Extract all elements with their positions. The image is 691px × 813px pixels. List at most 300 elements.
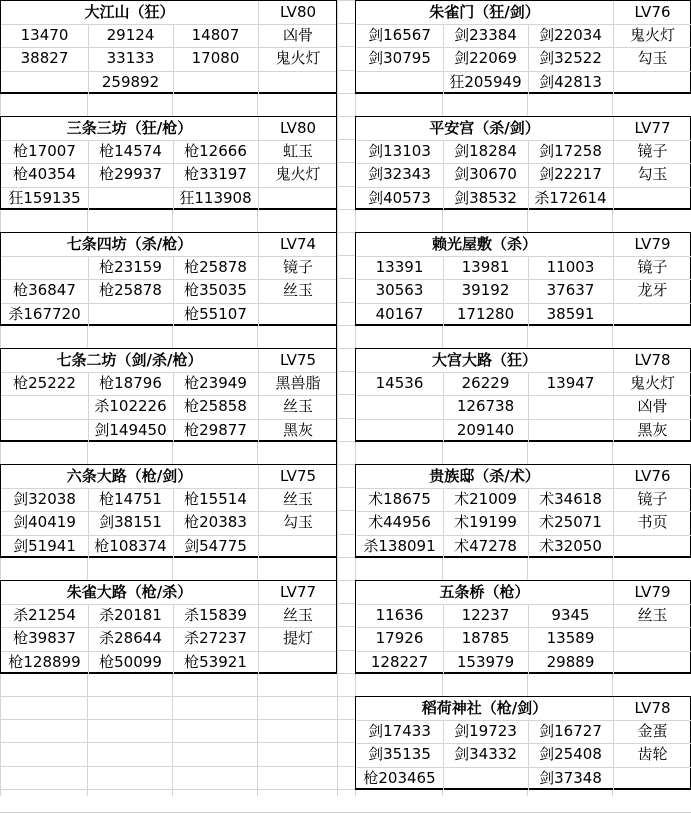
hp-value-cell: 枪18796: [99, 374, 162, 392]
table-row: [356, 372, 690, 395]
hp-value-cell: 枪33197: [184, 165, 247, 183]
hp-value-cell: 剑16567: [368, 26, 431, 44]
block-title: 赖光屋敷（杀）: [431, 235, 537, 253]
cell-divider: [88, 372, 89, 442]
cell-divider: [356, 303, 691, 304]
cell-divider: [528, 256, 529, 326]
block-header-row: [1, 581, 336, 604]
block-level: LV80: [279, 119, 317, 137]
hp-value-cell: 37637: [546, 281, 595, 299]
drop-item-cell: 书页: [637, 513, 668, 531]
cell-divider: [356, 767, 691, 768]
hp-value-cell: 枪55107: [184, 305, 247, 323]
hp-value-cell: [88, 187, 173, 210]
level-block: [355, 348, 691, 442]
hp-value-cell: 枪50099: [99, 653, 162, 671]
block-title: 五条桥（枪）: [439, 583, 530, 601]
cell-divider: [443, 256, 444, 326]
hp-value-cell: 剑18284: [454, 142, 517, 160]
cell-divider: [1, 24, 338, 25]
hp-value-cell: 杀27237: [184, 629, 247, 647]
cell-divider: [356, 488, 691, 489]
hp-value-cell: 126738: [456, 397, 515, 415]
drop-item-cell: 镜子: [637, 142, 668, 160]
drop-item-cell: [613, 187, 691, 210]
hp-value-cell: 12237: [461, 606, 510, 624]
hp-value-cell: 枪40354: [13, 165, 76, 183]
table-row: [1, 140, 336, 163]
drop-item-cell: [613, 71, 691, 94]
hp-value-cell: 枪15514: [184, 490, 247, 508]
level-block: [0, 232, 337, 326]
drop-item-cell: [258, 187, 338, 210]
hp-value-cell: [528, 395, 613, 418]
hp-value-cell: 剑54775: [184, 537, 247, 555]
drop-item-cell: [258, 651, 338, 674]
table-row: [356, 488, 690, 511]
drop-item-cell: 凶骨: [282, 26, 313, 44]
hp-value-cell: 13391: [375, 258, 424, 276]
cell-divider: [443, 24, 444, 94]
hp-value-cell: 14536: [375, 374, 424, 392]
cell-divider: [356, 627, 691, 628]
hp-value-cell: 38827: [20, 49, 69, 67]
hp-value-cell: 术19199: [454, 513, 517, 531]
table-row: [1, 279, 336, 302]
cell-divider: [356, 720, 691, 721]
drop-item-cell: 勾玉: [282, 513, 313, 531]
block-level: LV79: [634, 235, 671, 253]
drop-item-cell: [613, 767, 691, 790]
drop-item-cell: 龙牙: [637, 281, 668, 299]
drop-item-cell: 勾玉: [637, 49, 668, 67]
cell-divider: [356, 71, 691, 72]
hp-value-cell: 171280: [456, 305, 515, 323]
block-level: LV74: [279, 235, 317, 253]
cell-divider: [443, 720, 444, 790]
cell-divider: [356, 395, 691, 396]
table-row: [356, 24, 690, 47]
table-row: [356, 743, 690, 766]
table-row: [356, 651, 690, 674]
hp-value-cell: 杀28644: [99, 629, 162, 647]
drop-item-cell: 鬼火灯: [629, 374, 675, 392]
hp-value-cell: [88, 303, 173, 326]
block-level: LV75: [279, 351, 317, 369]
hp-value-cell: 枪14574: [99, 142, 162, 160]
block-level: LV78: [634, 351, 671, 369]
table-row: [1, 651, 336, 674]
block-level: LV76: [634, 3, 671, 21]
cell-divider: [528, 488, 529, 558]
table-row: [1, 627, 336, 650]
hp-value-cell: [173, 71, 258, 94]
hp-value-cell: [356, 71, 443, 94]
cell-divider: [356, 419, 691, 420]
drop-item-cell: 黑灰: [282, 421, 313, 439]
cell-divider: [1, 419, 338, 420]
cell-divider: [1, 627, 338, 628]
table-row: [1, 71, 336, 94]
table-row: [1, 303, 336, 326]
cell-divider: [356, 187, 691, 188]
hp-value-cell: 剑32343: [368, 165, 431, 183]
table-row: [356, 535, 690, 558]
cell-divider: [528, 24, 529, 94]
block-header-row: [356, 349, 690, 372]
block-level: LV77: [279, 583, 317, 601]
hp-value-cell: 术21009: [454, 490, 517, 508]
hp-value-cell: 剑34332: [454, 745, 517, 763]
level-block: [0, 464, 337, 558]
drop-item-cell: 黑兽脂: [275, 374, 321, 392]
cell-divider: [1, 140, 338, 141]
drop-item-cell: 黑灰: [637, 421, 668, 439]
cell-divider: [1, 47, 338, 48]
hp-value-cell: 剑38151: [99, 513, 162, 531]
block-level: LV75: [279, 467, 317, 485]
hp-value-cell: 剑32522: [539, 49, 602, 67]
drop-item-cell: [613, 535, 691, 558]
hp-value-cell: 枪53921: [184, 653, 247, 671]
column-separator: [336, 0, 337, 673]
table-row: [1, 535, 336, 558]
drop-item-cell: 金蛋: [637, 722, 668, 740]
cell-divider: [528, 372, 529, 442]
hp-value-cell: 剑42813: [539, 73, 602, 91]
cell-divider: [613, 465, 614, 558]
hp-value-cell: 枪203465: [363, 769, 436, 787]
drop-item-cell: 镜子: [282, 258, 313, 276]
cell-divider: [613, 581, 614, 674]
level-block: [355, 696, 691, 790]
hp-value-cell: [356, 395, 443, 418]
cell-divider: [1, 511, 338, 512]
table-row: [356, 71, 690, 94]
hp-value-cell: 剑37348: [539, 769, 602, 787]
cell-divider: [356, 651, 691, 652]
hp-value-cell: 枪14751: [99, 490, 162, 508]
table-row: [356, 767, 690, 790]
cell-divider: [258, 465, 259, 558]
cell-divider: [258, 581, 259, 674]
hp-value-cell: 13981: [461, 258, 510, 276]
block-header-row: [1, 349, 336, 372]
table-row: [1, 395, 336, 418]
hp-value-cell: 术32050: [539, 537, 602, 555]
cell-divider: [1, 395, 338, 396]
cell-divider: [356, 604, 691, 605]
hp-value-cell: 枪29937: [99, 165, 162, 183]
drop-item-cell: [613, 627, 691, 650]
cell-divider: [1, 488, 338, 489]
table-row: [356, 163, 690, 186]
hp-value-cell: 剑22069: [454, 49, 517, 67]
hp-value-cell: 剑22034: [539, 26, 602, 44]
cell-divider: [356, 743, 691, 744]
cell-divider: [258, 349, 259, 442]
hp-value-cell: 剑13103: [368, 142, 431, 160]
block-title: 三条三坊（狂/枪）: [66, 119, 193, 137]
cell-divider: [1, 187, 338, 188]
drop-item-cell: 鬼火灯: [275, 49, 321, 67]
hp-value-cell: 剑35135: [368, 745, 431, 763]
hp-value-cell: 18785: [461, 629, 510, 647]
hp-value-cell: 剑22217: [539, 165, 602, 183]
level-block: [355, 464, 691, 558]
hp-value-cell: 术34618: [539, 490, 602, 508]
hp-value-cell: 枪39837: [13, 629, 76, 647]
hp-value-cell: 狂205949: [449, 73, 522, 91]
hp-value-cell: 杀102226: [94, 397, 167, 415]
drop-item-cell: 鬼火灯: [275, 165, 321, 183]
table-row: [356, 720, 690, 743]
cell-divider: [356, 535, 691, 536]
table-row: [1, 47, 336, 70]
cell-divider: [613, 117, 614, 210]
block-title: 七条二坊（剑/杀/枪）: [56, 351, 203, 369]
level-block: [0, 580, 337, 674]
cell-divider: [356, 47, 691, 48]
cell-divider: [613, 1, 614, 94]
hp-value-cell: 术25071: [539, 513, 602, 531]
hp-value-cell: 11636: [375, 606, 424, 624]
table-row: [1, 372, 336, 395]
hp-value-cell: 枪20383: [184, 513, 247, 531]
cell-divider: [356, 24, 691, 25]
table-row: [356, 47, 690, 70]
block-header-row: [1, 233, 336, 256]
block-header-row: [1, 465, 336, 488]
level-block: [355, 0, 691, 94]
hp-value-cell: 枪29877: [184, 421, 247, 439]
hp-value-cell: 33133: [106, 49, 155, 67]
cell-divider: [258, 233, 259, 326]
block-title: 大宫大路（狂）: [431, 351, 537, 369]
block-title: 朱雀大路（枪/杀）: [66, 583, 193, 601]
hp-value-cell: 狂159135: [8, 189, 81, 207]
table-row: [356, 395, 690, 418]
level-block: [355, 580, 691, 674]
hp-value-cell: 39192: [461, 281, 510, 299]
hp-value-cell: 术47278: [454, 537, 517, 555]
hp-value-cell: 剑32038: [13, 490, 76, 508]
hp-value-cell: 剑16727: [539, 722, 602, 740]
cell-divider: [1, 303, 338, 304]
block-header-row: [356, 233, 690, 256]
cell-divider: [1, 651, 338, 652]
hp-value-cell: 枪25858: [184, 397, 247, 415]
block-header-row: [356, 1, 690, 24]
cell-divider: [356, 511, 691, 512]
cell-divider: [356, 256, 691, 257]
table-row: [356, 511, 690, 534]
table-row: [356, 604, 690, 627]
table-row: [1, 488, 336, 511]
cell-divider: [356, 140, 691, 141]
level-block: [355, 232, 691, 326]
block-level: LV79: [634, 583, 671, 601]
hp-value-cell: 枪25878: [99, 281, 162, 299]
hp-value-cell: 剑30795: [368, 49, 431, 67]
table-row: [1, 24, 336, 47]
hp-value-cell: 128227: [370, 653, 429, 671]
hp-value-cell: [528, 419, 613, 442]
hp-value-cell: 杀138091: [363, 537, 436, 555]
level-block: [0, 348, 337, 442]
hp-value-cell: 枪108374: [94, 537, 167, 555]
hp-value-cell: 13589: [546, 629, 595, 647]
cell-divider: [356, 163, 691, 164]
drop-item-cell: 提灯: [282, 629, 313, 647]
hp-value-cell: [1, 71, 88, 94]
block-header-row: [356, 697, 690, 720]
hp-value-cell: 40167: [375, 305, 424, 323]
block-title: 稻荷神社（枪/剑）: [421, 699, 548, 717]
cell-divider: [356, 372, 691, 373]
cell-divider: [443, 372, 444, 442]
cell-divider: [528, 720, 529, 790]
hp-value-cell: 26229: [461, 374, 510, 392]
cell-divider: [173, 488, 174, 558]
table-row: [1, 604, 336, 627]
hp-value-cell: 17080: [191, 49, 240, 67]
drop-item-cell: 鬼火灯: [629, 26, 675, 44]
hp-value-cell: 杀167720: [8, 305, 81, 323]
cell-divider: [88, 604, 89, 674]
cell-divider: [613, 697, 614, 790]
hp-value-cell: 剑40419: [13, 513, 76, 531]
block-header-row: [1, 117, 336, 140]
table-row: [356, 627, 690, 650]
table-row: [356, 140, 690, 163]
hp-value-cell: 剑19723: [454, 722, 517, 740]
block-title: 六条大路（枪/剑）: [66, 467, 193, 485]
table-row: [1, 187, 336, 210]
drop-item-cell: 勾玉: [637, 165, 668, 183]
cell-divider: [443, 604, 444, 674]
cell-divider: [1, 71, 338, 72]
cell-divider: [88, 24, 89, 94]
table-row: [356, 256, 690, 279]
level-block: [0, 116, 337, 210]
hp-value-cell: [356, 419, 443, 442]
cell-divider: [1, 256, 338, 257]
hp-value-cell: 剑17258: [539, 142, 602, 160]
hp-value-cell: 杀15839: [184, 606, 247, 624]
cell-divider: [88, 140, 89, 210]
cell-divider: [173, 140, 174, 210]
cell-divider: [613, 233, 614, 326]
drop-item-cell: [613, 651, 691, 674]
block-header-row: [356, 465, 690, 488]
table-row: [1, 419, 336, 442]
hp-value-cell: 枪25222: [13, 374, 76, 392]
hp-value-cell: 剑149450: [94, 421, 167, 439]
cell-divider: [173, 256, 174, 326]
hp-value-cell: 29124: [106, 26, 155, 44]
hp-value-cell: 术18675: [368, 490, 431, 508]
hp-value-cell: 29889: [546, 653, 595, 671]
table-row: [1, 256, 336, 279]
hp-value-cell: 13470: [20, 26, 69, 44]
cell-divider: [1, 163, 338, 164]
hp-value-cell: 枪25878: [184, 258, 247, 276]
hp-value-cell: 枪12666: [184, 142, 247, 160]
drop-item-cell: 镜子: [637, 490, 668, 508]
hp-value-cell: 17926: [375, 629, 424, 647]
hp-value-cell: 209140: [456, 421, 515, 439]
hp-value-cell: 剑38532: [454, 189, 517, 207]
drop-item-cell: 虹玉: [282, 142, 313, 160]
hp-value-cell: 术44956: [368, 513, 431, 531]
hp-value-cell: 11003: [546, 258, 595, 276]
hp-value-cell: 枪23949: [184, 374, 247, 392]
table-row: [356, 419, 690, 442]
cell-divider: [1, 279, 338, 280]
hp-value-cell: [1, 395, 88, 418]
cell-divider: [1, 604, 338, 605]
level-block: [355, 116, 691, 210]
drop-item-cell: [258, 303, 338, 326]
hp-value-cell: 剑17433: [368, 722, 431, 740]
hp-value-cell: 259892: [101, 73, 160, 91]
hp-value-cell: 剑40573: [368, 189, 431, 207]
hp-value-cell: 9345: [551, 606, 590, 624]
cell-divider: [173, 604, 174, 674]
hp-value-cell: 153979: [456, 653, 515, 671]
hp-value-cell: 杀21254: [13, 606, 76, 624]
hp-value-cell: [1, 256, 88, 279]
hp-value-cell: 剑30670: [454, 165, 517, 183]
hp-value-cell: 枪36847: [13, 281, 76, 299]
hp-value-cell: 杀20181: [99, 606, 162, 624]
hp-value-cell: 30563: [375, 281, 424, 299]
drop-item-cell: [613, 303, 691, 326]
cell-divider: [443, 140, 444, 210]
block-header-row: [1, 1, 336, 24]
hp-value-cell: [1, 419, 88, 442]
block-level: LV77: [634, 119, 671, 137]
hp-value-cell: 枪23159: [99, 258, 162, 276]
hp-value-cell: [443, 767, 528, 790]
block-title: 七条四坊（杀/枪）: [66, 235, 193, 253]
drop-item-cell: 丝玉: [282, 606, 313, 624]
hp-value-cell: 14807: [191, 26, 240, 44]
cell-divider: [258, 1, 259, 94]
table-row: [356, 303, 690, 326]
cell-divider: [443, 488, 444, 558]
table-row: [356, 279, 690, 302]
block-title: 平安宫（杀/剑）: [429, 119, 540, 137]
drop-item-cell: 丝玉: [282, 490, 313, 508]
drop-item-cell: 齿轮: [637, 745, 668, 763]
drop-item-cell: 丝玉: [637, 606, 668, 624]
hp-value-cell: 枪17007: [13, 142, 76, 160]
drop-item-cell: 丝玉: [282, 281, 313, 299]
cell-divider: [528, 604, 529, 674]
cell-divider: [173, 372, 174, 442]
block-level: LV78: [634, 699, 671, 717]
cell-divider: [88, 488, 89, 558]
hp-value-cell: 狂113908: [179, 189, 252, 207]
cell-divider: [258, 117, 259, 210]
drop-item-cell: [258, 71, 338, 94]
block-title: 大江山（狂）: [84, 3, 175, 21]
table-row: [356, 187, 690, 210]
table-row: [1, 163, 336, 186]
block-level: LV76: [634, 467, 671, 485]
